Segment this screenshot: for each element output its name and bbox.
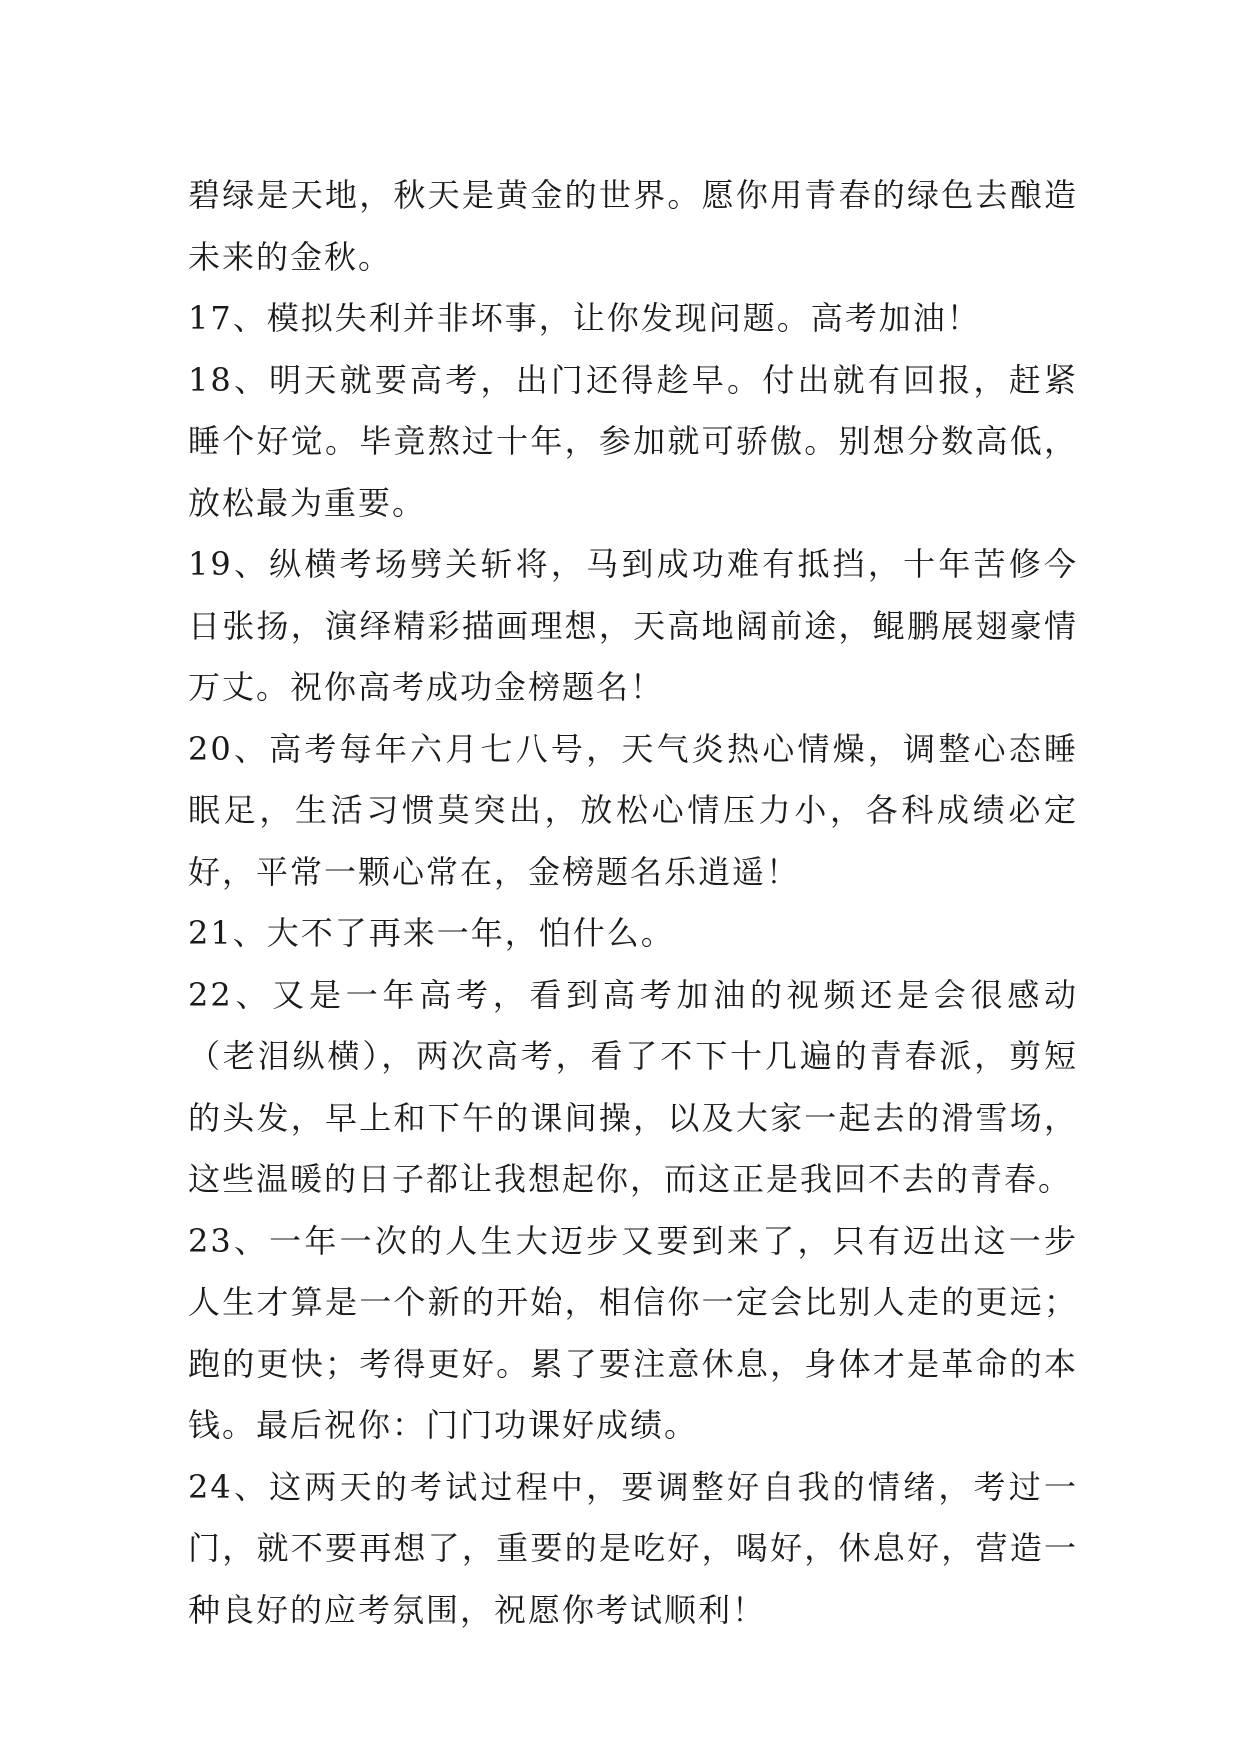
paragraph-17: 17、模拟失利并非坏事，让你发现问题。高考加油！ — [188, 299, 981, 337]
paragraph-24: 24、这两天的考试过程中，要调整好自我的情绪，考过一门，就不要再想了，重要的是吃好，喝好，休息好，营造一种良好的应考氛围，祝愿你考试顺利！ — [188, 1467, 1078, 1629]
paragraph-19: 19、纵横考场劈关斩将，马到成功难有抵挡，十年苦修今日张扬，演绎精彩描画理想，天高地阔前途，鲲鹏展翅豪情万丈。祝你高考成功金榜题名！ — [188, 545, 1078, 706]
paragraph-20: 20、高考每年六月七八号，天气炎热心情燥，调整心态睡眠足，生活习惯莫突出，放松心情压力小，各科成绩必定好，平常一颗心常在，金榜题名乐逍遥！ — [188, 729, 1078, 891]
paragraph-continuation: 碧绿是天地，秋天是黄金的世界。愿你用青春的绿色去酿造未来的金秋。 — [188, 176, 1078, 276]
paragraph-23: 23、一年一次的人生大迈步又要到来了，只有迈出这一步人生才算是一个新的开始，相信你一定会比别人走的更远；跑的更快；考得更好。累了要注意休息，身体才是革命的本钱。最后祝你：门门功课好成绩。 — [188, 1221, 1078, 1444]
paragraph-21: 21、大不了再来一年，怕什么。 — [188, 914, 675, 952]
paragraph-22: 22、又是一年高考，看到高考加油的视频还是会很感动（老泪纵横），两次高考，看了不下十几遍的青春派，剪短的头发，早上和下午的课间操，以及大家一起去的滑雪场，这些温暖的日子都让我想起你，而这正是我回不去的青春。 — [188, 975, 1078, 1198]
paragraph-18: 18、明天就要高考，出门还得趁早。付出就有回报，赶紧睡个好觉。毕竟熬过十年，参加就可骄傲。别想分数高低，放松最为重要。 — [188, 360, 1078, 522]
document-body — [188, 165, 1078, 1641]
